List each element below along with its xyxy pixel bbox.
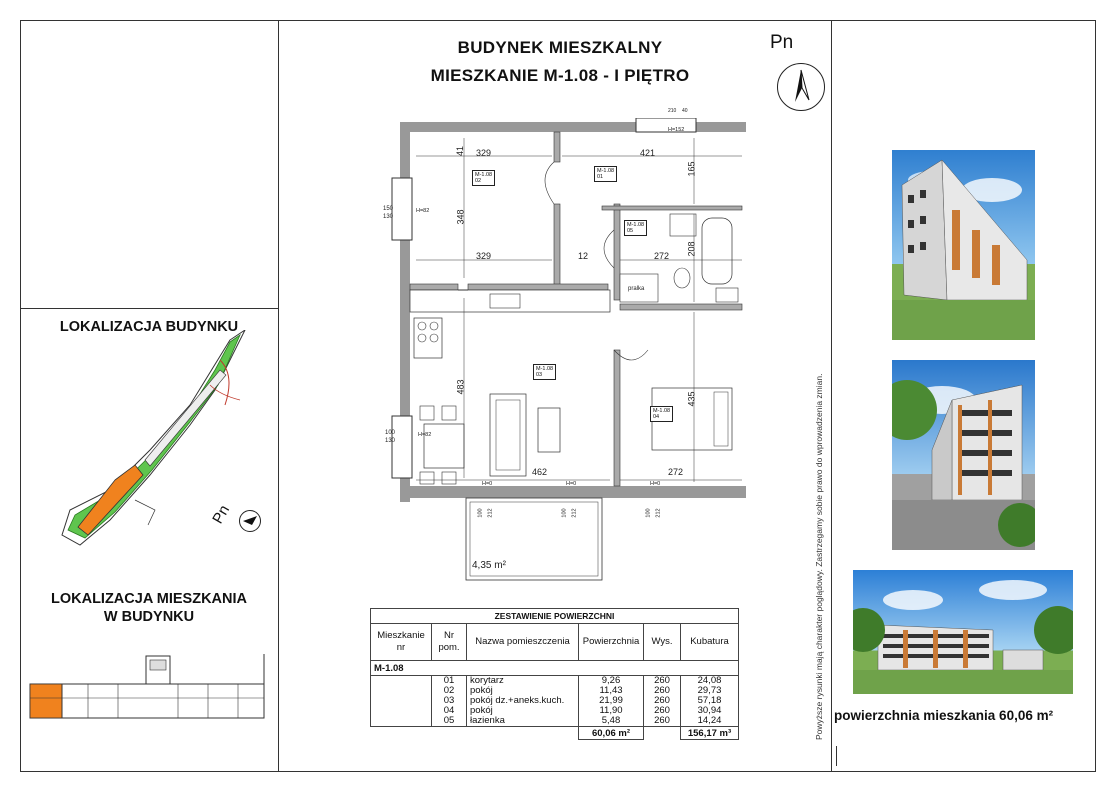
dim-h0-b: H=0 (566, 481, 577, 487)
photo-render-3 (853, 570, 1073, 694)
room-tag-02 (472, 170, 495, 186)
title-building: BUDYNEK MIESZKALNY (457, 38, 663, 57)
dim-130-a: 130 (383, 214, 394, 220)
laundry-label: pralka (628, 286, 645, 292)
flat-area-caption: powierzchnia mieszkania 60,06 m² (834, 708, 1054, 723)
dim-272-top: 272 (654, 251, 670, 261)
balcony-area: 4,35 m² (472, 560, 506, 571)
dim-h82-a: H=82 (416, 208, 430, 214)
cell-area: 21,99 (579, 696, 644, 706)
cell-volume: 30,94 (681, 706, 739, 716)
dim-150: 150 (383, 206, 394, 212)
cell-volume: 57,18 (681, 696, 739, 706)
heading-flat-location-line2: W BUDYNKU (103, 609, 195, 625)
room-num: 05 (627, 228, 634, 234)
north-label: Pn (770, 32, 794, 53)
room-code: M-1.08 (627, 222, 645, 228)
divider-left (278, 20, 279, 772)
room-num: 03 (536, 372, 543, 378)
area-table (370, 608, 739, 740)
dim-door-212-b: 212 (571, 508, 578, 518)
room-tag-04 (650, 406, 673, 422)
cell-name: pokój dz.+aneks.kuch. (467, 696, 579, 706)
dim-272-bottom: 272 (668, 467, 684, 477)
col-name: Nazwa pomieszczenia (467, 624, 579, 661)
site-compass-icon (239, 510, 261, 532)
divider-right (831, 20, 832, 772)
col-volume: Kubatura (681, 624, 739, 661)
dim-329-top: 329 (476, 148, 492, 158)
cell-nr: 02 (432, 686, 467, 696)
dim-421: 421 (640, 148, 656, 158)
disclaimer-text: Powyższe rysunki mają charakter poglądowy. Zastrzegamy sobie prawo do wprowadzenia zmian. (814, 373, 824, 740)
dim-door-100-c: 100 (645, 508, 652, 518)
dim-door-100-a: 100 (477, 508, 484, 518)
room-code: M-1.08 (536, 366, 554, 372)
disclaimer-vertical (812, 320, 828, 740)
dim-window-top-b: 40 (682, 108, 688, 114)
room-tag-03 (533, 364, 556, 380)
area-table-title: ZESTAWIENIE POWIERZCHNI (371, 609, 739, 624)
dim-h82-b: H=82 (418, 432, 432, 438)
dim-462: 462 (532, 467, 548, 477)
col-height: Wys. (644, 624, 681, 661)
room-num: 02 (475, 178, 482, 184)
flat-id: M-1.08 (371, 661, 739, 676)
dim-165: 165 (686, 161, 697, 177)
dim-window-top-a: 210 (668, 108, 677, 114)
dim-348: 348 (455, 209, 466, 225)
cell-height: 260 (644, 716, 681, 727)
cell-area: 11,43 (579, 686, 644, 696)
cell-area: 5,48 (579, 716, 644, 727)
table-row (371, 696, 739, 706)
site-north-label: Pn (209, 502, 234, 527)
cell-volume: 29,73 (681, 686, 739, 696)
cell-name: łazienka (467, 716, 579, 727)
cell-name: pokój (467, 706, 579, 716)
dim-h0-c: H=0 (650, 481, 661, 487)
total-area: 60,06 m² (579, 727, 644, 740)
cell-volume: 14,24 (681, 716, 739, 727)
room-tag-01 (594, 166, 617, 182)
cell-height: 260 (644, 676, 681, 687)
dim-130-b: 130 (385, 438, 396, 444)
table-row (371, 706, 739, 716)
compass-icon (777, 63, 825, 111)
floor-key-plan (28, 654, 268, 724)
corner-mark (836, 746, 838, 766)
room-tag-05 (624, 220, 647, 236)
col-nr: Nr pom. (432, 624, 467, 661)
cell-area: 11,90 (579, 706, 644, 716)
col-flat: Mieszkanie nr (371, 624, 432, 661)
room-num: 01 (597, 174, 604, 180)
room-code: M-1.08 (653, 408, 671, 414)
dim-door-100-b: 100 (561, 508, 568, 518)
col-area: Powierzchnia (579, 624, 644, 661)
cell-area: 9,26 (579, 676, 644, 687)
title-flat: MIESZKANIE M-1.08 - I PIĘTRO (430, 66, 690, 85)
table-row (371, 716, 739, 727)
dim-41: 41 (455, 145, 466, 157)
total-volume: 156,17 m³ (681, 727, 739, 740)
photo-render-1 (892, 150, 1035, 340)
dim-483: 483 (455, 379, 466, 395)
dim-435: 435 (686, 391, 697, 407)
dim-door-212-c: 212 (655, 508, 662, 518)
cell-height: 260 (644, 706, 681, 716)
cell-nr: 05 (432, 716, 467, 727)
dim-h0-a: H=0 (482, 481, 493, 487)
site-map (40, 330, 270, 560)
dim-329-bottom: 329 (476, 251, 492, 261)
divider-sidebar (20, 308, 279, 309)
cell-height: 260 (644, 696, 681, 706)
dim-12: 12 (578, 251, 589, 261)
room-code: M-1.08 (475, 172, 493, 178)
cell-volume: 24,08 (681, 676, 739, 687)
heading-flat-location-line1: LOKALIZACJA MIESZKANIA (50, 591, 247, 607)
cell-nr: 01 (432, 676, 467, 687)
heading-building-location: LOKALIZACJA BUDYNKU (59, 319, 239, 335)
dim-h152: H=152 (668, 127, 685, 133)
cell-nr: 04 (432, 706, 467, 716)
room-num: 04 (653, 414, 660, 420)
photo-render-2 (892, 360, 1035, 550)
cell-name: pokój (467, 686, 579, 696)
cell-nr: 03 (432, 696, 467, 706)
room-code: M-1.08 (597, 168, 615, 174)
cell-height: 260 (644, 686, 681, 696)
heading-flat-location (21, 590, 277, 626)
dim-door-212-a: 212 (487, 508, 494, 518)
table-row (371, 676, 739, 687)
cell-name: korytarz (467, 676, 579, 687)
dim-100: 100 (385, 430, 396, 436)
dim-208: 208 (686, 241, 697, 257)
